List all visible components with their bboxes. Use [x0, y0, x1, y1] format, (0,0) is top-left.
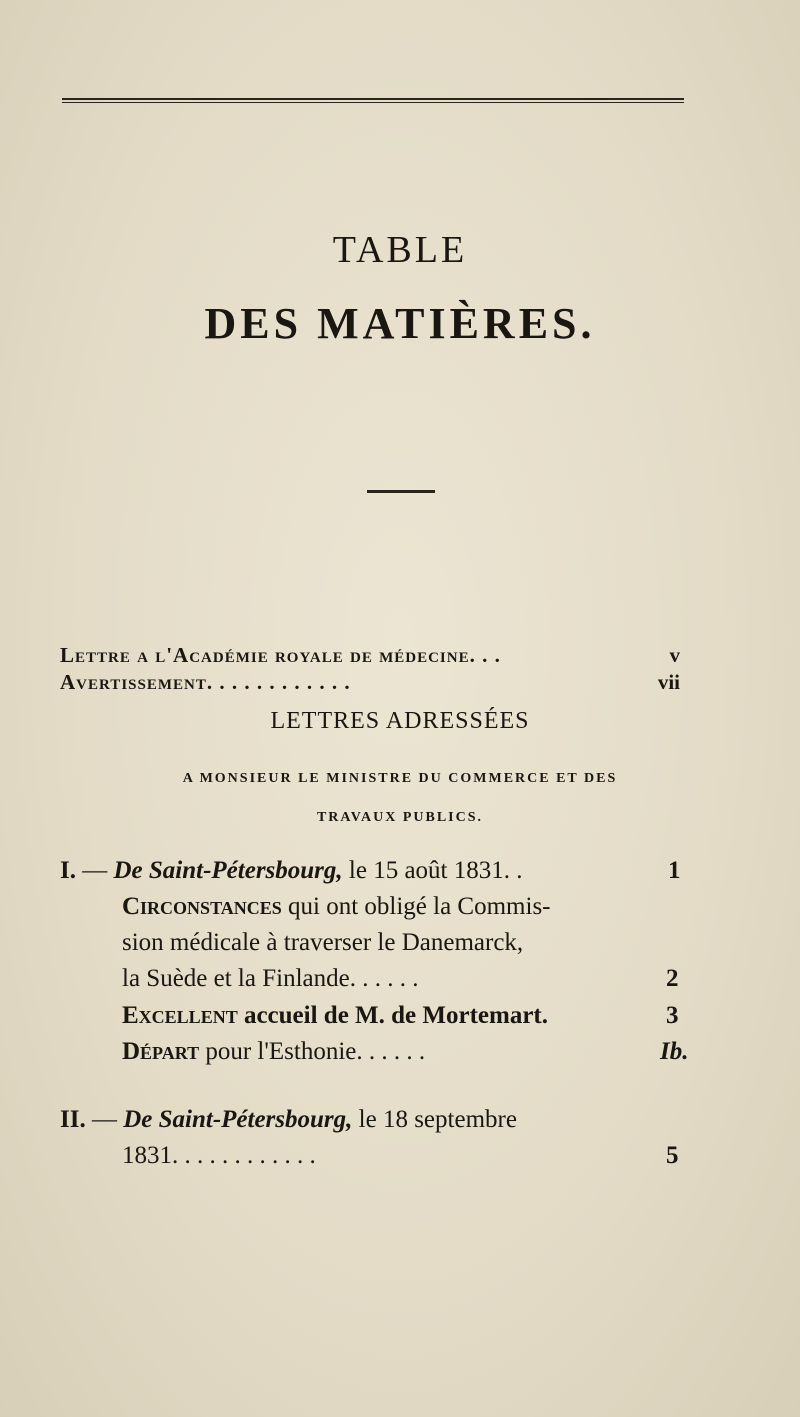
letter-date: le 18 septembre — [358, 1106, 517, 1133]
item-head: Circonstances — [122, 893, 282, 920]
letter-1-item — [122, 1002, 548, 1030]
toc-entry-letter-2[interactable] — [60, 1106, 517, 1134]
item-page: 3 — [666, 1002, 679, 1029]
letter-continuation: 1831. . . . . . . . . . . . — [122, 1142, 316, 1169]
toc-entry-letter-1[interactable] — [60, 857, 523, 885]
letter-number: II. — [60, 1106, 86, 1133]
toc-entry-avertissement[interactable] — [60, 670, 680, 695]
letter-1-item — [122, 893, 551, 921]
letter-date: le 15 août 1831. . — [348, 857, 523, 884]
letter-1-item — [122, 1038, 425, 1066]
item-page: Ib. — [660, 1038, 689, 1065]
letter-number: I. — [60, 857, 76, 884]
letter-1-page: 1 — [668, 857, 681, 884]
item-head: Excellent — [122, 1002, 238, 1029]
letter-place: De Saint-Pétersbourg, — [113, 857, 343, 884]
letter-dash: — — [91, 1106, 117, 1133]
item-text: accueil de M. de Mortemart. — [243, 1002, 548, 1029]
letter-1-item — [122, 929, 523, 957]
letter-place: De Saint-Pétersbourg, — [123, 1106, 353, 1133]
item-page: 2 — [666, 965, 679, 992]
toc-entry-label: Avertissement. . . . . . . . . . . . — [60, 670, 351, 694]
item-text: la Suède et la Finlande. . . . . . — [122, 965, 419, 992]
toc-entry-label: Lettre a l'Académie royale de médecine. . . — [60, 643, 501, 667]
section-subheading-2: TRAVAUX PUBLICS. — [316, 810, 484, 825]
section-subheading-1: A MONSIEUR LE MINISTRE DU COMMERCE ET DES — [182, 771, 618, 786]
divider-rule — [367, 490, 435, 493]
letter-2-page: 5 — [666, 1142, 679, 1169]
toc-entry-page: v — [669, 643, 680, 667]
letter-dash: — — [82, 857, 108, 884]
title-line-2: DES MATIÈRES. — [204, 299, 596, 348]
toc-entry-page: vii — [657, 670, 680, 694]
title-line-1: TABLE — [332, 229, 468, 271]
item-head: Départ — [122, 1038, 200, 1065]
item-text: sion médicale à traverser le Danemarck, — [122, 929, 524, 956]
item-text: pour l'Esthonie. . . . . . — [205, 1038, 426, 1065]
letter-1-item — [122, 965, 418, 993]
top-rule — [62, 98, 684, 103]
letter-2-continuation — [122, 1142, 316, 1170]
section-heading: LETTRES ADRESSÉES — [270, 708, 530, 734]
item-text: qui ont obligé la Commis- — [288, 893, 551, 920]
toc-entry-lettre[interactable] — [60, 643, 680, 668]
